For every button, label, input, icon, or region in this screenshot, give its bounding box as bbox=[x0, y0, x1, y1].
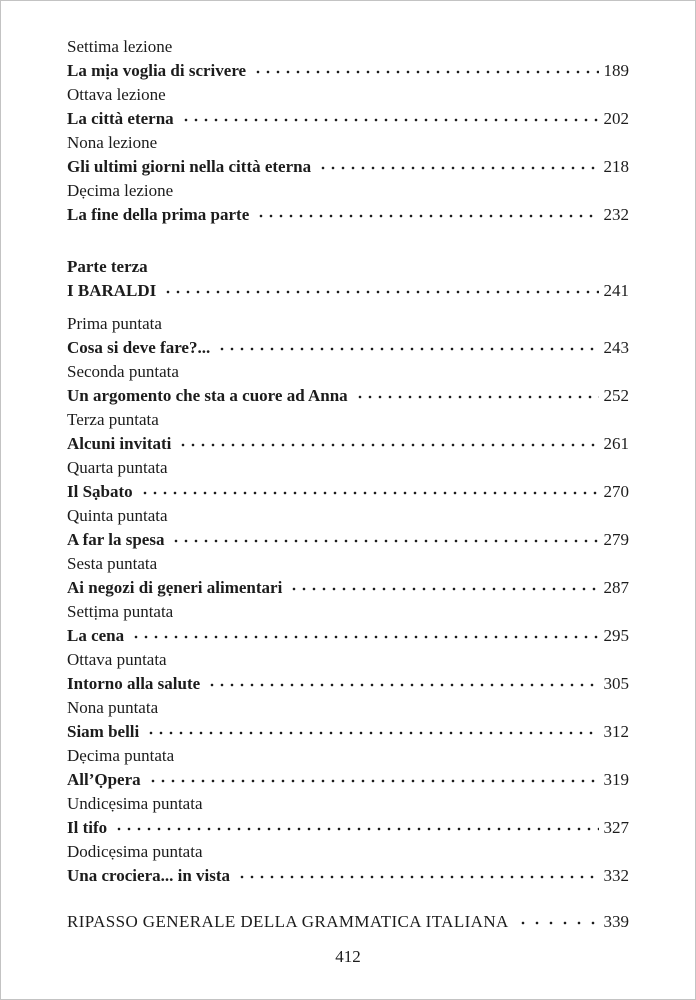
section-part-label: Parte terza bbox=[67, 257, 148, 276]
entry-title: Gli ultimi giorni nella città eterna bbox=[67, 157, 312, 176]
toc-entry bbox=[67, 600, 629, 648]
dot-leader bbox=[114, 823, 598, 833]
entry-label: Dodicẹsima puntata bbox=[67, 842, 203, 861]
entry-title-row bbox=[67, 624, 629, 648]
entry-title: A far la spesa bbox=[67, 530, 165, 549]
toc-entry bbox=[67, 312, 629, 360]
entry-page-number: 295 bbox=[603, 626, 629, 645]
dot-leader bbox=[131, 631, 598, 641]
toc-entry bbox=[67, 552, 629, 600]
entry-page-number: 305 bbox=[603, 674, 629, 693]
entry-label: Prima puntata bbox=[67, 314, 162, 333]
dot-leader bbox=[181, 114, 599, 124]
toc-entry bbox=[67, 408, 629, 456]
entry-page-number: 327 bbox=[603, 818, 629, 837]
entry-title: La fine della prima parte bbox=[67, 205, 250, 224]
entry-title-row bbox=[67, 864, 629, 888]
section-heading bbox=[67, 255, 629, 303]
entry-title-row bbox=[67, 480, 629, 504]
page-number: 412 bbox=[335, 947, 361, 966]
entry-title-row bbox=[67, 816, 629, 840]
toc-entry bbox=[67, 83, 629, 131]
entry-label: Dẹcima lezione bbox=[67, 181, 174, 200]
entry-page-number: 218 bbox=[603, 157, 629, 176]
final-entry-page-number: 339 bbox=[603, 912, 629, 931]
entry-label: Nona puntata bbox=[67, 698, 159, 717]
entry-label: Terza puntata bbox=[67, 410, 159, 429]
entry-title: Cosa si deve fare?... bbox=[67, 338, 211, 357]
entry-label: Dẹcima puntata bbox=[67, 746, 175, 765]
entry-title-row bbox=[67, 107, 629, 131]
toc-entry bbox=[67, 360, 629, 408]
entry-label: Quinta puntata bbox=[67, 506, 168, 525]
dot-leader bbox=[146, 727, 598, 737]
toc-entry bbox=[67, 744, 629, 792]
dot-leader bbox=[237, 871, 598, 881]
entry-title: All’Ọpera bbox=[67, 770, 141, 789]
episodes-group bbox=[67, 312, 629, 888]
entry-title-row bbox=[67, 59, 629, 83]
entry-title: Siam belli bbox=[67, 722, 140, 741]
entry-title-row bbox=[67, 432, 629, 456]
entry-page-number: 332 bbox=[603, 866, 629, 885]
entry-title: Il tifo bbox=[67, 818, 108, 837]
toc-entry bbox=[67, 35, 629, 83]
entry-page-number: 252 bbox=[603, 386, 629, 405]
dot-leader bbox=[289, 583, 598, 593]
toc-entry bbox=[67, 696, 629, 744]
entry-page-number: 279 bbox=[603, 530, 629, 549]
toc-entry bbox=[67, 840, 629, 888]
entry-label: Ottava puntata bbox=[67, 650, 167, 669]
entry-title-row bbox=[67, 155, 629, 179]
final-entry-title: RIPASSO GENERALE DELLA GRAMMATICA ITALIANA bbox=[67, 912, 509, 931]
entry-page-number: 202 bbox=[603, 109, 629, 128]
lessons-group bbox=[67, 35, 629, 227]
dot-leader bbox=[148, 775, 599, 785]
entry-title-row bbox=[67, 768, 629, 792]
entry-label: Nona lezione bbox=[67, 133, 158, 152]
dot-leader bbox=[256, 210, 598, 220]
entry-page-number: 270 bbox=[603, 482, 629, 501]
entry-title-row bbox=[67, 672, 629, 696]
dot-leader bbox=[516, 917, 599, 927]
entry-label: Seconda puntata bbox=[67, 362, 179, 381]
entry-title: Una crociera... in vista bbox=[67, 866, 231, 885]
dot-leader bbox=[217, 343, 598, 353]
entry-label: Settịma puntata bbox=[67, 602, 174, 621]
entry-label: Sesta puntata bbox=[67, 554, 158, 573]
toc-entry bbox=[67, 792, 629, 840]
entry-title: Intorno alla salute bbox=[67, 674, 201, 693]
dot-leader bbox=[178, 439, 598, 449]
dot-leader bbox=[207, 679, 598, 689]
dot-leader bbox=[253, 66, 598, 76]
entry-label: Undicẹsima puntata bbox=[67, 794, 203, 813]
entry-title: Ai negozi di gẹneri alimentari bbox=[67, 578, 283, 597]
dot-leader bbox=[171, 535, 598, 545]
entry-page-number: 243 bbox=[603, 338, 629, 357]
entry-title: Un argomento che sta a cuore ad Anna bbox=[67, 386, 348, 405]
entry-title: La mịa voglia di scrivere bbox=[67, 61, 247, 80]
toc-entry bbox=[67, 131, 629, 179]
entry-page-number: 312 bbox=[603, 722, 629, 741]
section-page-number: 241 bbox=[603, 281, 629, 300]
entry-label: Quarta puntata bbox=[67, 458, 168, 477]
entry-title-row bbox=[67, 720, 629, 744]
toc-entry bbox=[67, 504, 629, 552]
toc-entry bbox=[67, 648, 629, 696]
entry-title: Il Sạbato bbox=[67, 482, 133, 501]
dot-leader bbox=[163, 286, 598, 296]
dot-leader bbox=[140, 487, 599, 497]
entry-title-row bbox=[67, 336, 629, 360]
entry-page-number: 232 bbox=[603, 205, 629, 224]
dot-leader bbox=[318, 162, 598, 172]
toc-entry bbox=[67, 456, 629, 504]
entry-title: Alcuni invitati bbox=[67, 434, 172, 453]
entry-title: La città eterna bbox=[67, 109, 174, 128]
section-title-row bbox=[67, 279, 629, 303]
entry-title-row bbox=[67, 203, 629, 227]
entry-title: La cena bbox=[67, 626, 125, 645]
table-of-contents bbox=[67, 35, 629, 934]
entry-title-row bbox=[67, 576, 629, 600]
entry-title-row bbox=[67, 528, 629, 552]
toc-entry bbox=[67, 179, 629, 227]
section-title: I BARALDI bbox=[67, 281, 157, 300]
entry-page-number: 287 bbox=[603, 578, 629, 597]
entry-page-number: 319 bbox=[603, 770, 629, 789]
entry-label: Ottava lezione bbox=[67, 85, 166, 104]
toc-final-entry bbox=[67, 910, 629, 934]
entry-page-number: 261 bbox=[603, 434, 629, 453]
entry-page-number: 189 bbox=[603, 61, 629, 80]
entry-label: Settima lezione bbox=[67, 37, 173, 56]
entry-title-row bbox=[67, 384, 629, 408]
dot-leader bbox=[355, 391, 599, 401]
